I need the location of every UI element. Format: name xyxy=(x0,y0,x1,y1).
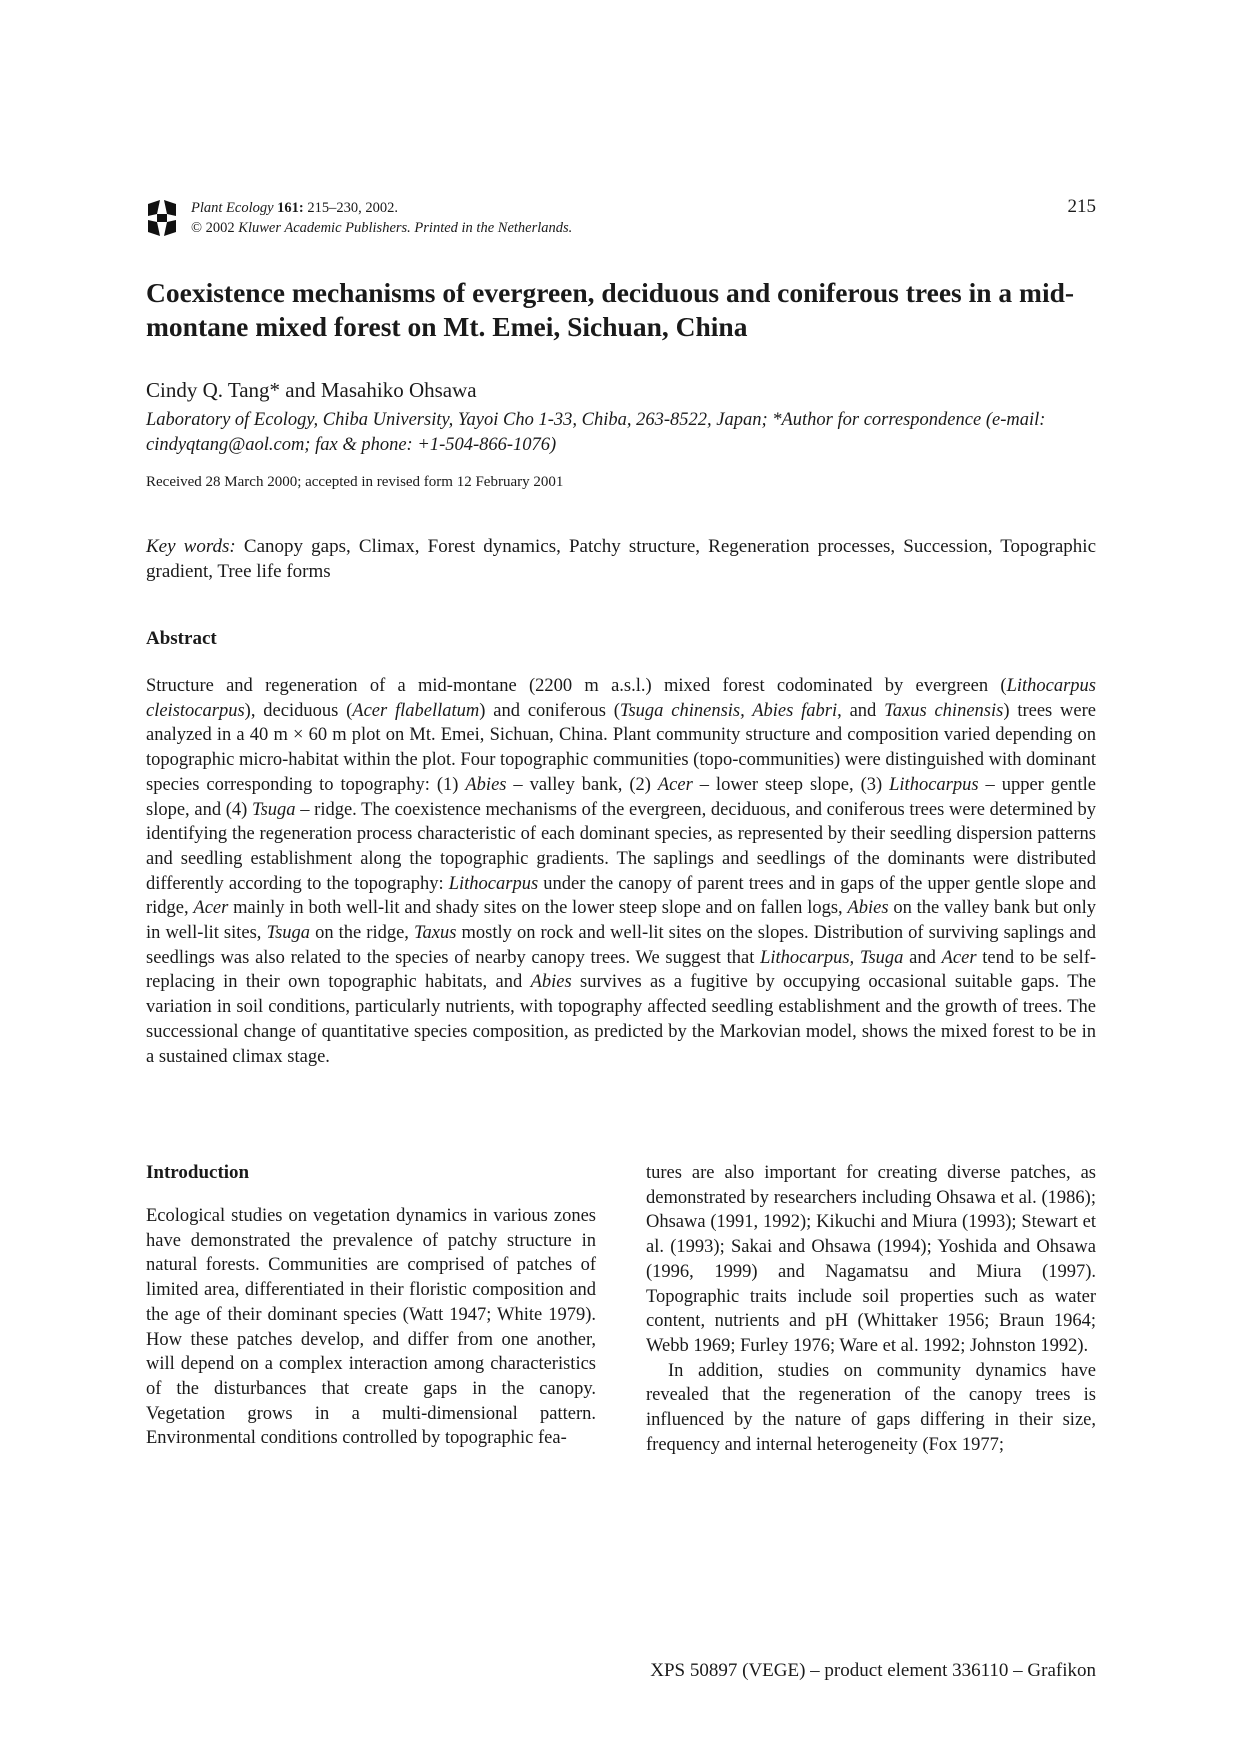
received-dates: Received 28 March 2000; accepted in revised form 12 February 2001 xyxy=(146,474,564,490)
introduction-heading: Introduction xyxy=(146,1162,250,1183)
authors: Cindy Q. Tang* and Masahiko Ohsawa xyxy=(146,378,477,402)
intro-left-column xyxy=(146,1161,596,1451)
affiliation: Laboratory of Ecology, Chiba University, Yayoi Cho 1-33, Chiba, 263-8522, Japan; *Author for correspondence (e-mail: cindyqtang@aol.com; fax & phone: +1-504-866-1076) xyxy=(146,410,1046,455)
abstract-heading: Abstract xyxy=(146,628,217,649)
journal-line xyxy=(191,198,572,218)
production-footer: XPS 50897 (VEGE) – product element 336110 – Grafikon xyxy=(650,1660,1096,1681)
article-title: Coexistence mechanisms of evergreen, deciduous and coniferous trees in a mid-montane mixed forest on Mt. Emei, Sichuan, China xyxy=(146,277,1075,342)
keywords-label: Key words: xyxy=(146,536,236,557)
publisher: Kluwer Academic Publishers. Printed in the Netherlands. xyxy=(238,220,573,236)
masthead xyxy=(146,196,1096,242)
journal-volume: 161: xyxy=(277,200,304,216)
keywords xyxy=(146,534,1096,584)
journal-citation xyxy=(191,198,572,238)
abstract-text: Structure and regeneration of a mid-montane (2200 m a.s.l.) mixed forest codominated by evergreen (Lithocarpus cleistocarpus), deciduous (Acer flabellatum) and coniferous (Tsuga chinensis, Abies fabri, and Taxus chinensis) trees were analyzed in a 40 m × 60 m plot on Mt. Emei, Sichuan, China. Plant community structure and composition varied depending on topographic micro-habitat within the plot. Four topographic communities (topo-communities) were distinguished with dominant species corresponding to topography: (1) Abies – valley bank, (2) Acer – lower steep slope, (3) Lithocarpus – upper gentle slope, and (4) Tsuga – ridge. The coexistence mechanisms of the evergreen, deciduous, and coniferous trees were determined by identifying the regeneration process characteristic of each dominant species, as represented by their seedling dispersion patterns and seedling establishment along the topographic gradients. The saplings and seedlings of the dominants were distributed differently according to the topography: Lithocarpus under the canopy of parent trees and in gaps of the upper gentle slope and ridge, Acer mainly in both well-lit and shady sites on the lower steep slope and on fallen logs, Abies on the valley bank but only in well-lit sites, Tsuga on the ridge, Taxus mostly on rock and well-lit sites on the slopes. Distribution of surviving saplings and seedlings was also related to the species of nearby canopy trees. We suggest that Lithocarpus, Tsuga and Acer tend to be self-replacing in their own topographic habitats, and Abies survives as a fugitive by occupying occasional suitable gaps. The variation in soil conditions, particularly nutrients, with topography affected seedling establishment and the growth of trees. The successional change of quantitative species composition, as predicted by the Markovian model, shows the mixed forest to be in a sustained climax stage. xyxy=(146,676,1097,1067)
intro-paragraph-1: Ecological studies on vegetation dynamics in various zones have demonstrated the prevalence of patchy structure in natural forests. Communities are comprised of patches of limited area, differentiated in their floristic composition and the age of their dominant species (Watt 1947; White 1979). How these patches develop, and differ from one another, will depend on a complex interaction among characteristics of the disturbances that create gaps in the canopy. Vegetation grows in a multi-dimensional pattern. Environmental conditions controlled by topographic fea- xyxy=(146,1206,596,1449)
intro-right-column xyxy=(646,1161,1096,1457)
page-number: 215 xyxy=(1067,196,1096,217)
copyright-line xyxy=(191,218,572,238)
copyright: © 2002 xyxy=(191,220,235,236)
journal-name: Plant Ecology xyxy=(191,200,274,216)
intro-paragraph-1-continued: tures are also important for creating diverse patches, as demonstrated by researchers including Ohsawa et al. (1986); Ohsawa (1991, 1992); Kikuchi and Miura (1993); Stewart et al. (1993); Sakai and Ohsawa (1994); Yoshida and Ohsawa (1996, 1999) and Nagamatsu and Miura (1997). Topographic traits include soil properties such as water content, nutrients and pH (Whittaker 1956; Braun 1964; Webb 1969; Furley 1976; Ware et al. 1992; Johnston 1992). xyxy=(646,1163,1096,1356)
publisher-logo-icon xyxy=(146,198,178,238)
journal-pages: 215–230, 2002. xyxy=(307,200,399,216)
keywords-list: Canopy gaps, Climax, Forest dynamics, Patchy structure, Regeneration processes, Succession, Topographic gradient, Tree life forms xyxy=(146,536,1097,582)
intro-paragraph-2: In addition, studies on community dynamics have revealed that the regeneration of the canopy trees is influenced by the nature of gaps differing in their size, frequency and internal heterogeneity (Fox 1977; xyxy=(646,1360,1096,1455)
